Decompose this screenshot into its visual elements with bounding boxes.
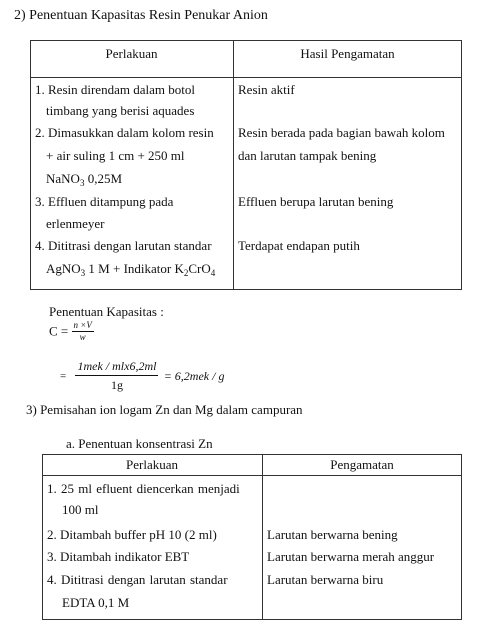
zn-obs-2: Larutan berwarna bening <box>267 527 398 542</box>
step-3-line-2: erlenmeyer <box>46 216 105 231</box>
result-2-line-2: dan larutan tampak bening <box>238 148 377 163</box>
header-pengamatan: Pengamatan <box>330 457 394 472</box>
zn-obs-3: Larutan berwarna merah anggur <box>267 549 435 564</box>
step-1-line-2: timbang yang berisi aquades <box>46 103 195 118</box>
zn-step-3: 3. Ditambah indikator EBT <box>47 549 190 564</box>
zn-step-1-line-2: 100 ml <box>62 502 99 517</box>
step-2-line-2: + air suling 1 cm + 250 ml <box>46 148 185 163</box>
section-3-heading: 3) Pemisahan ion logam Zn dan Mg dalam campuran <box>26 402 303 417</box>
zn-step-1-line-1: 1. 25 ml efluent diencerkan menjadi <box>47 481 240 496</box>
step-1-line-1: 1. Resin direndam dalam botol <box>35 82 195 97</box>
step-2-line-3: NaNO$_3$ 0,25M <box>46 171 122 188</box>
zn-step-4-line-2: EDTA 0,1 M <box>62 595 130 610</box>
result-2-line-1: Resin berada pada bagian bawah kolom <box>238 125 445 140</box>
result-4: Terdapat endapan putih <box>238 238 360 253</box>
zn-step-4-line-1: 4. Dititrasi dengan larutan standar <box>47 572 228 587</box>
header-perlakuan-2: Perlakuan <box>126 457 178 472</box>
subsection-a-heading: a. Penentuan konsentrasi Zn <box>66 436 213 451</box>
section-2-heading: 2) Penentuan Kapasitas Resin Penukar Anion <box>14 8 268 23</box>
capacity-calculation: = $\frac{\text{1mek / mlx6,2ml}}{1g}$ = 6,2mek / g <box>60 359 225 392</box>
zn-step-2: 2. Ditambah buffer pH 10 (2 ml) <box>47 527 217 542</box>
header-hasil-pengamatan: Hasil Pengamatan <box>300 46 395 61</box>
capacity-formula: C = $\frac{n \times V}{w}$ <box>49 320 92 342</box>
result-1: Resin aktif <box>238 82 295 97</box>
step-2-line-1: 2. Dimasukkan dalam kolom resin <box>35 125 214 140</box>
step-4-line-2: AgNO$_3$ 1 M + Indikator $K_2CrO_4$ <box>46 261 216 278</box>
zn-obs-4: Larutan berwarna biru <box>267 572 384 587</box>
header-perlakuan: Perlakuan <box>105 46 158 61</box>
step-3-line-1: 3. Effluen ditampung pada <box>35 194 174 209</box>
step-4-line-1: 4. Dititrasi dengan larutan standar <box>35 238 212 253</box>
result-3: Effluen berupa larutan bening <box>238 194 394 209</box>
kapasitas-label: Penentuan Kapasitas : <box>49 304 164 319</box>
